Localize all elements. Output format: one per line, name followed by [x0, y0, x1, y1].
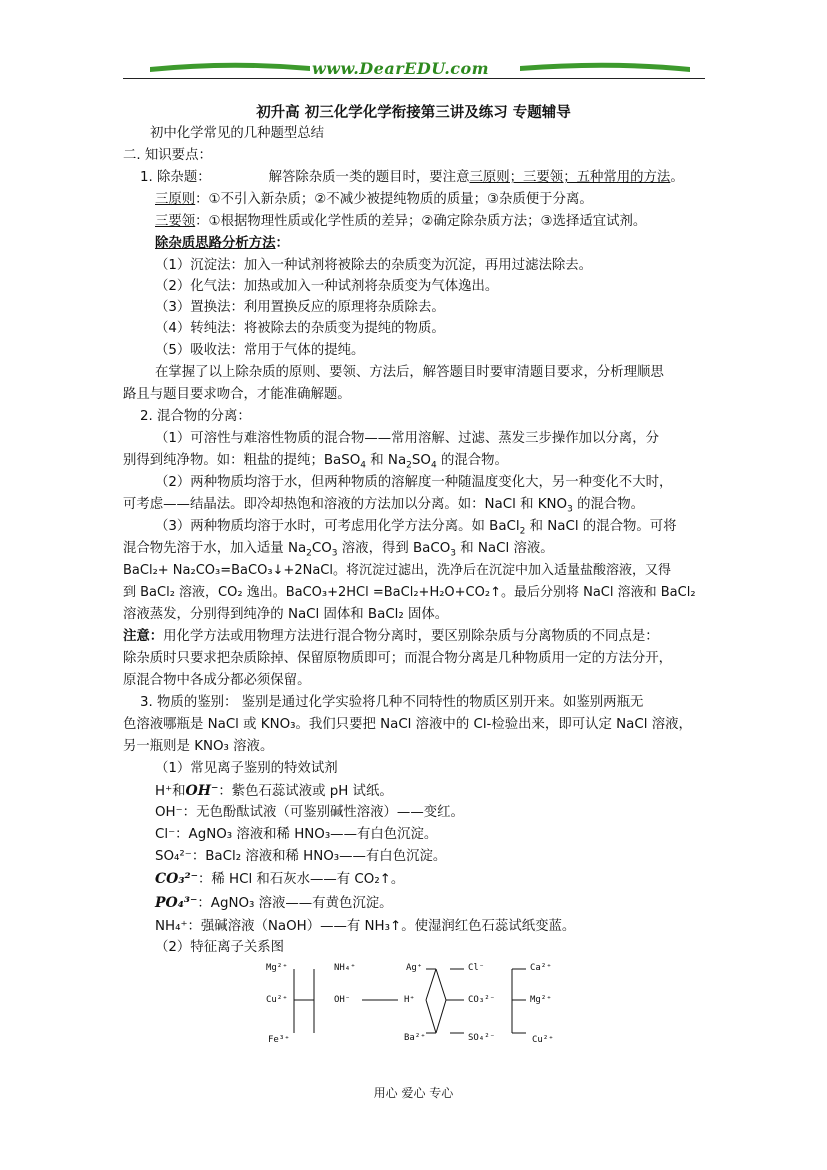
p3-subheading: （1）常见离子鉴别的特效试剂 [155, 761, 338, 776]
p3-text: 另一瓶则是 KNO₃ 溶液。 [123, 739, 274, 754]
header-logo: www.DearEDU.com [312, 59, 490, 78]
page-title: 初升高 初三化学化学衔接第三讲及练习 专题辅导 [256, 105, 571, 121]
section-heading: 二. 知识要点： [123, 148, 212, 163]
ion-label: Cu²⁺ [532, 1035, 554, 1045]
header-rule [123, 78, 705, 79]
ion-label: Ca²⁺ [530, 963, 552, 973]
ion-label: Mg²⁺ [266, 963, 288, 973]
ion-label: Cu²⁺ [266, 995, 288, 1005]
method-item: （1）沉淀法：加入一种试剂将被除去的杂质变为沉淀，再用过滤法除去。 [155, 258, 593, 273]
method-item: （2）化气法：加热或加入一种试剂将杂质变为气体逸出。 [155, 279, 499, 294]
method-item: （3）置换法：利用置换反应的原理将杂质除去。 [155, 300, 445, 315]
ion-item: H⁺和OH⁻：紫色石蕊试液或 pH 试纸。 [155, 783, 393, 799]
method-item: （5）吸收法：常用于气体的提纯。 [155, 343, 365, 358]
ion-label: Ag⁺ [406, 963, 423, 973]
p1-points: 三要领：①根据物理性质或化学性质的差异；②确定除杂质方法；③选择适宜试剂。 [155, 214, 647, 229]
p2-equation: 到 BaCl₂ 溶液，CO₂ 逸出。BaCO₃+2HCl =BaCl₂+H₂O+CO₂↑。最后分别将 NaCl 溶液和 BaCl₂ [123, 585, 696, 600]
ion-item: PO₄³⁻：AgNO₃ 溶液——有黄色沉淀。 [155, 895, 393, 911]
ion-label: H⁺ [404, 995, 415, 1005]
ion-label: OH⁻ [334, 995, 351, 1005]
ion-label: NH₄⁺ [334, 963, 356, 973]
p2-text: （2）两种物质均溶于水，但两种物质的溶解度一种随温度变化大，另一种变化不大时， [155, 475, 673, 490]
note: 注意：用化学方法或用物理方法进行混合物分离时，要区别除杂质与分离物质的不同点是： [123, 629, 659, 644]
ion-label: Fe³⁺ [268, 1035, 290, 1045]
p2-equation: BaCl₂+ Na₂CO₃=BaCO₃↓+2NaCl。将沉淀过滤出，洗净后在沉淀中加入适量盐酸溶液，又得 [123, 563, 671, 578]
p1-summary: 路且与题目要求吻合，才能准确解题。 [123, 387, 351, 402]
p1-methods-title: 除杂质思路分析方法： [155, 236, 289, 251]
note-text: 原混合物中各成分都必须保留。 [123, 673, 311, 688]
p3-subheading: （2）特征离子关系图 [155, 940, 285, 955]
ion-label: Ba²⁺ [404, 1033, 426, 1043]
p2-text: 别得到纯净物。如：粗盐的提纯；BaSO$_4$ 和 $Na_2SO_4$ 的混合物。 [123, 453, 508, 471]
p2-text: 混合物先溶于水，加入适量 $Na_2CO_3$ 溶液，得到 BaCO$_3$ 和 NaCl 溶液。 [123, 541, 554, 559]
note-text: 除杂质时只要求把杂质除掉、保留原物质即可；而混合物分离是几种物质用一定的方法分开， [123, 651, 673, 666]
page-footer: 用心 爱心 专心 [373, 1086, 454, 1100]
subtitle: 初中化学常见的几种题型总结 [150, 126, 325, 141]
ion-label: Cl⁻ [468, 963, 485, 973]
ion-item: SO₄²⁻：BaCl₂ 溶液和稀 HNO₃——有白色沉淀。 [155, 849, 447, 864]
ion-item: Cl⁻：AgNO₃ 溶液和稀 HNO₃——有白色沉淀。 [155, 827, 438, 842]
p2-text: （1）可溶性与难溶性物质的混合物——常用溶解、过滤、蒸发三步操作加以分离，分 [155, 431, 659, 446]
p2-text: 可考虑——结晶法。即冷却热饱和溶液的方法加以分离。如：NaCl 和 $KNO_3$ 的混合物。 [123, 497, 645, 515]
method-item: （4）转纯法：将被除去的杂质变为提纯的物质。 [155, 321, 445, 336]
p1-summary: 在掌握了以上除杂质的原则、要领、方法后，解答题目时要审清题目要求，分析理顺思 [155, 365, 664, 380]
ion-item: OH⁻：无色酚酞试液（可鉴别碱性溶液）——变红。 [155, 805, 464, 820]
ion-relationship-diagram [250, 955, 580, 1050]
ion-label: Mg²⁺ [530, 995, 552, 1005]
p2-equation: 溶液蒸发，分别得到纯净的 NaCl 固体和 BaCl₂ 固体。 [123, 607, 449, 622]
p2-text: （3）两种物质均溶于水时，可考虑用化学方法分离。如 BaCl$_2$ 和 NaCl 的混合物。可将 [155, 519, 677, 537]
p1-rules: 三原则：①不引入新杂质；②不减少被提纯物质的质量；③杂质便于分离。 [155, 192, 593, 207]
p1-intro: 1. 除杂题： 解答除杂质一类的题目时，要注意三原则；三要领；五种常用的方法。 [140, 170, 684, 185]
p3-text: 3. 物质的鉴别： 鉴别是通过化学实验将几种不同特性的物质区别开来。如鉴别两瓶无 [140, 695, 644, 710]
ion-item: NH₄⁺：强碱溶液（NaOH）——有 NH₃↑。使湿润红色石蕊试纸变蓝。 [155, 919, 576, 934]
ion-item: CO₃²⁻：稀 HCl 和石灰水——有 CO₂↑。 [155, 871, 405, 887]
ion-label: SO₄²⁻ [468, 1033, 496, 1043]
p3-text: 色溶液哪瓶是 NaCl 或 KNO₃。我们只要把 NaCl 溶液中的 Cl-检验出来，即可认定 NaCl 溶液， [123, 717, 692, 732]
ion-label: CO₃²⁻ [468, 995, 496, 1005]
p2-label: 2. 混合物的分离： [140, 409, 251, 424]
